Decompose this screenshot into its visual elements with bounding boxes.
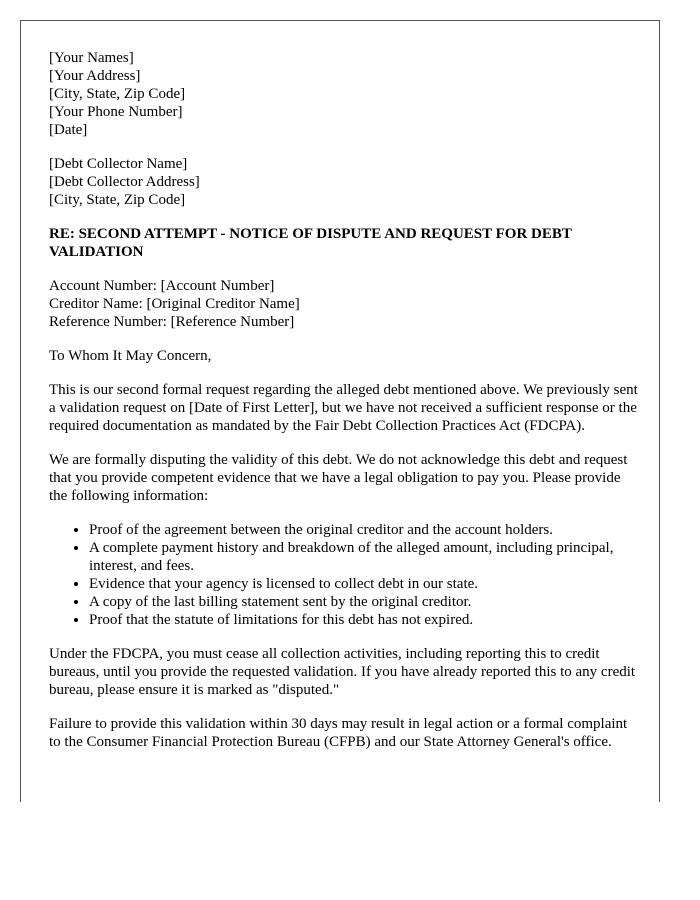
sender-names: [Your Names] xyxy=(49,50,134,66)
paragraph-intro: This is our second formal request regarding the alleged debt mentioned above. We previously sent a validation request on [Date of First Letter], but we have not received a sufficient response or the required documentation as mandated by the Fair Debt Collection Practices Act (FDCPA). xyxy=(49,382,638,434)
list-item: • A copy of the last billing statement sent by the original creditor. xyxy=(89,593,639,611)
recipient-block xyxy=(49,155,639,209)
letter-date: [Date] xyxy=(49,122,88,138)
salutation: To Whom It May Concern, xyxy=(49,348,212,364)
list-item: • Evidence that your agency is licensed to collect debt in our state. xyxy=(89,575,639,593)
creditor-name: Creditor Name: [Original Creditor Name] xyxy=(49,296,300,312)
subject-line: RE: SECOND ATTEMPT - NOTICE OF DISPUTE AND REQUEST FOR DEBT VALIDATION xyxy=(49,226,572,260)
paragraph-fdcpa: Under the FDCPA, you must cease all collection activities, including reporting this to credit bureaus, until you provide the requested validation. If you have already reported this to any credit bureau, please ensure it is marked as "disputed." xyxy=(49,646,636,698)
sender-phone: [Your Phone Number] xyxy=(49,104,183,120)
account-number: Account Number: [Account Number] xyxy=(49,278,275,294)
letter-content xyxy=(49,49,639,767)
list-item: • Proof that the statute of limitations for this debt has not expired. xyxy=(89,611,639,629)
paragraph-consequences: Failure to provide this validation within 30 days may result in legal action or a formal complaint to the Consumer Financial Protection Bureau (CFPB) and our State Attorney General's office. xyxy=(49,716,628,750)
sender-address: [Your Address] xyxy=(49,68,141,84)
sender-block xyxy=(49,49,639,139)
list-item: • Proof of the agreement between the original creditor and the account holders. xyxy=(89,521,639,539)
sender-city-state-zip: [City, State, Zip Code] xyxy=(49,86,186,102)
paragraph-dispute: We are formally disputing the validity of this debt. We do not acknowledge this debt and request that you provide competent evidence that we have a legal obligation to pay you. Please provide the following information: xyxy=(49,452,628,504)
letter-page xyxy=(20,20,660,802)
recipient-address: [Debt Collector Address] xyxy=(49,174,200,190)
request-list xyxy=(49,521,639,629)
recipient-city-state-zip: [City, State, Zip Code] xyxy=(49,192,186,208)
recipient-name: [Debt Collector Name] xyxy=(49,156,188,172)
reference-number: Reference Number: [Reference Number] xyxy=(49,314,295,330)
list-item: • A complete payment history and breakdown of the alleged amount, including principal, interest, and fees. xyxy=(89,539,639,575)
account-details xyxy=(49,277,639,331)
